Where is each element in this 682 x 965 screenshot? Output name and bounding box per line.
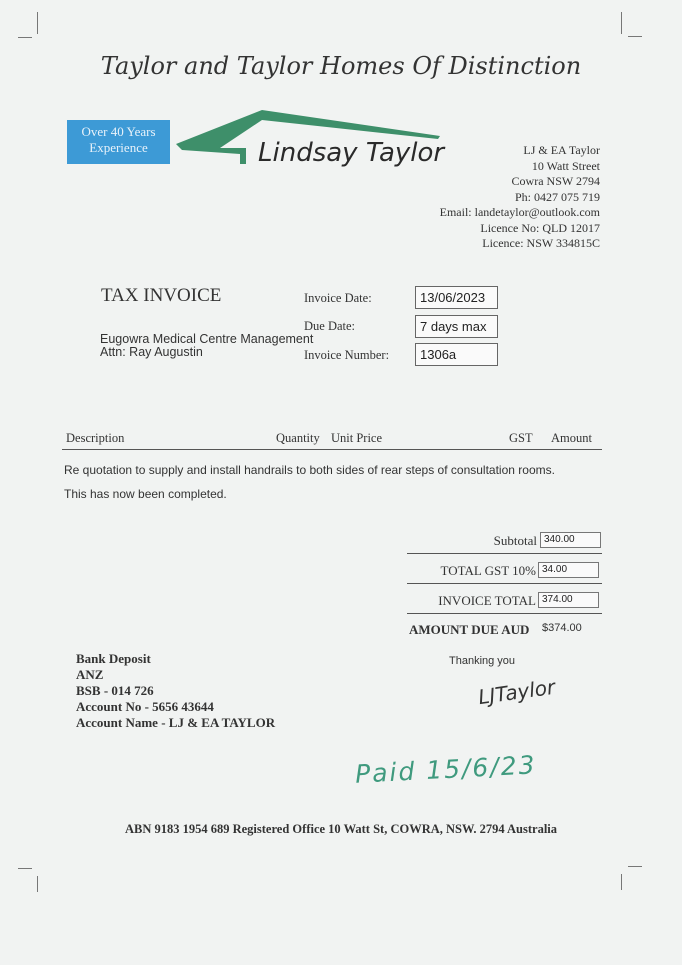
address-email: Email: landetaylor@outlook.com [439, 205, 600, 219]
scan-mark [18, 868, 32, 869]
client-attn: Attn: Ray Augustin [100, 345, 203, 359]
bank-details [76, 651, 275, 731]
col-description: Description [66, 431, 125, 445]
address-names: LJ & EA Taylor [523, 143, 600, 157]
col-quantity: Quantity [276, 431, 320, 445]
footer-abn: ABN 9183 1954 689 Registered Office 10 Watt St, COWRA, NSW. 2794 Australia [124, 822, 558, 836]
description-line-2: This has now been completed. [64, 487, 227, 501]
bank-heading: Bank Deposit [76, 651, 151, 666]
scan-mark [37, 876, 38, 892]
experience-badge [67, 120, 170, 164]
invoice-number-field: 1306a [415, 343, 498, 366]
amount-due-label: AMOUNT DUE AUD [409, 622, 530, 637]
company-logo [176, 104, 446, 184]
address-street: 10 Watt Street [531, 158, 600, 173]
scan-mark [37, 12, 38, 34]
due-date-label: Due Date: [304, 319, 356, 333]
col-gst: GST [509, 431, 533, 445]
scan-mark [621, 12, 622, 34]
gst-total-label: TOTAL GST 10% [440, 563, 536, 578]
client-block [100, 333, 313, 359]
company-title: Taylor and Taylor Homes Of Distinction [100, 52, 582, 80]
paid-handwritten-note: Paid 15/6/23 [354, 750, 538, 789]
col-unit-price: Unit Price [331, 431, 383, 445]
scan-mark [621, 874, 622, 890]
invoice-total-label: INVOICE TOTAL [438, 593, 536, 608]
subtotal-value: 340.00 [540, 532, 601, 548]
gst-total-value: 34.00 [538, 562, 599, 578]
header-rule [62, 449, 602, 450]
address-licence-qld: Licence No: QLD 12017 [480, 220, 600, 235]
due-date-field: 7 days max [415, 315, 498, 338]
signature: LJTaylor [476, 674, 557, 710]
bank-bsb: BSB - 014 726 [76, 683, 154, 698]
invoice-number-label: Invoice Number: [304, 348, 390, 362]
gst-rule [407, 583, 602, 584]
scan-mark [628, 36, 642, 37]
scan-mark [628, 866, 642, 867]
address-phone: Ph: 0427 075 719 [514, 189, 600, 204]
business-address [440, 143, 600, 252]
bank-name: ANZ [76, 667, 104, 682]
address-licence-nsw: Licence: NSW 334815C [482, 236, 600, 250]
invoice-date-label: Invoice Date: [304, 291, 372, 305]
client-name: Eugowra Medical Centre Management [100, 332, 314, 346]
tax-invoice-heading: TAX INVOICE [101, 285, 222, 306]
bank-account-no: Account No - 5656 43644 [76, 699, 214, 714]
bank-account-name: Account Name - LJ & EA TAYLOR [76, 715, 276, 730]
amount-due-value: $374.00 [542, 622, 582, 634]
thanking-you: Thanking you [449, 655, 516, 667]
logo-name: Lindsay Taylor [258, 138, 445, 168]
badge-line-1: Over 40 Years [81, 124, 156, 139]
scan-mark [18, 37, 32, 38]
col-amount: Amount [551, 431, 592, 445]
badge-line-2: Experience [89, 140, 148, 155]
subtotal-rule [407, 553, 602, 554]
description-line-1: Re quotation to supply and install handrails to both sides of rear steps of consultation rooms. [64, 463, 555, 477]
invoice-total-value: 374.00 [538, 592, 599, 608]
subtotal-label: Subtotal [493, 533, 537, 548]
address-town: Cowra NSW 2794 [511, 174, 600, 188]
total-rule [407, 613, 602, 614]
invoice-date-field: 13/06/2023 [415, 286, 498, 309]
